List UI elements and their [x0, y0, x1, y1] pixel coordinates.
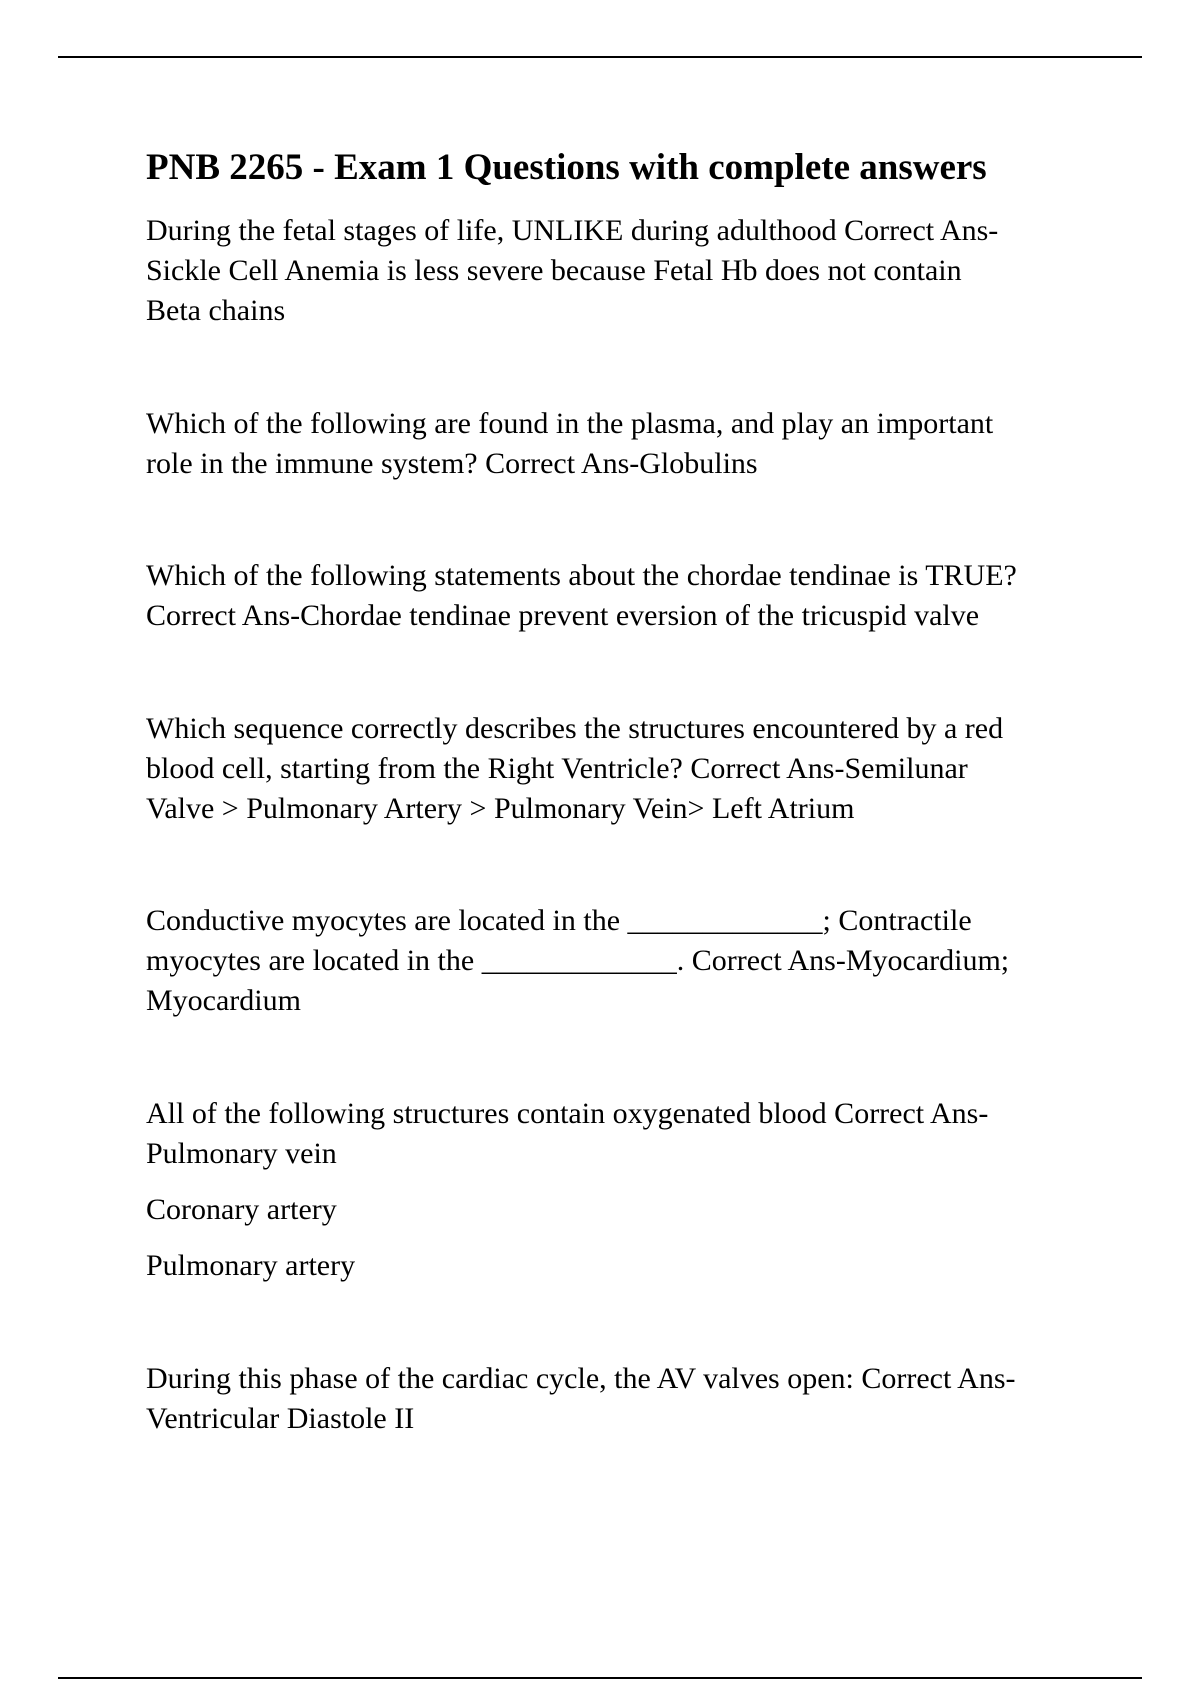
qa-rbc-sequence — [146, 709, 1003, 829]
text-line: Ventricular Diastole II — [146, 1402, 415, 1435]
text-line: Beta chains — [146, 294, 286, 327]
text-line: Pulmonary vein — [146, 1137, 337, 1170]
text-line: blood cell, starting from the Right Ventricle? Correct Ans-Semilunar — [146, 752, 968, 785]
top-rule — [58, 56, 1142, 58]
qa-myocytes — [146, 901, 1009, 1021]
text-line: Pulmonary artery — [146, 1249, 356, 1282]
text-line: Which of the following statements about the chordae tendinae is TRUE? — [146, 559, 1017, 592]
qa-oxygenated-blood — [146, 1094, 988, 1174]
text-line: Myocardium — [146, 984, 301, 1017]
text-line: Which sequence correctly describes the structures encountered by a red — [146, 712, 1004, 745]
text-line: During this phase of the cardiac cycle, the AV valves open: Correct Ans- — [146, 1362, 1016, 1395]
text-line: Coronary artery — [146, 1193, 337, 1226]
qa-chordae-tendinae — [146, 556, 1017, 636]
text-line: All of the following structures contain oxygenated blood Correct Ans- — [146, 1097, 989, 1130]
text-line: role in the immune system? Correct Ans-Globulins — [146, 447, 758, 480]
text-line: During the fetal stages of life, UNLIKE during adulthood Correct Ans- — [146, 214, 999, 247]
qa-fetal-stages — [146, 211, 998, 331]
text-line: Correct Ans-Chordae tendinae prevent eversion of the tricuspid valve — [146, 599, 980, 632]
bottom-rule — [58, 1677, 1142, 1679]
text-line: Which of the following are found in the plasma, and play an important — [146, 407, 994, 440]
text-line: Conductive myocytes are located in the _____________; Contractile — [146, 904, 972, 937]
qa-av-valves — [146, 1359, 1016, 1439]
text-line: Sickle Cell Anemia is less severe because Fetal Hb does not contain — [146, 254, 962, 287]
qa-plasma-immune — [146, 404, 993, 484]
text-line: Valve > Pulmonary Artery > Pulmonary Vein> Left Atrium — [146, 792, 855, 825]
text-line: myocytes are located in the _____________. Correct Ans-Myocardium; — [146, 944, 1010, 977]
document-title: PNB 2265 - Exam 1 Questions with complete answers — [146, 147, 987, 188]
answer-option-pulmonary-artery — [146, 1246, 355, 1286]
answer-option-coronary-artery — [146, 1190, 337, 1230]
